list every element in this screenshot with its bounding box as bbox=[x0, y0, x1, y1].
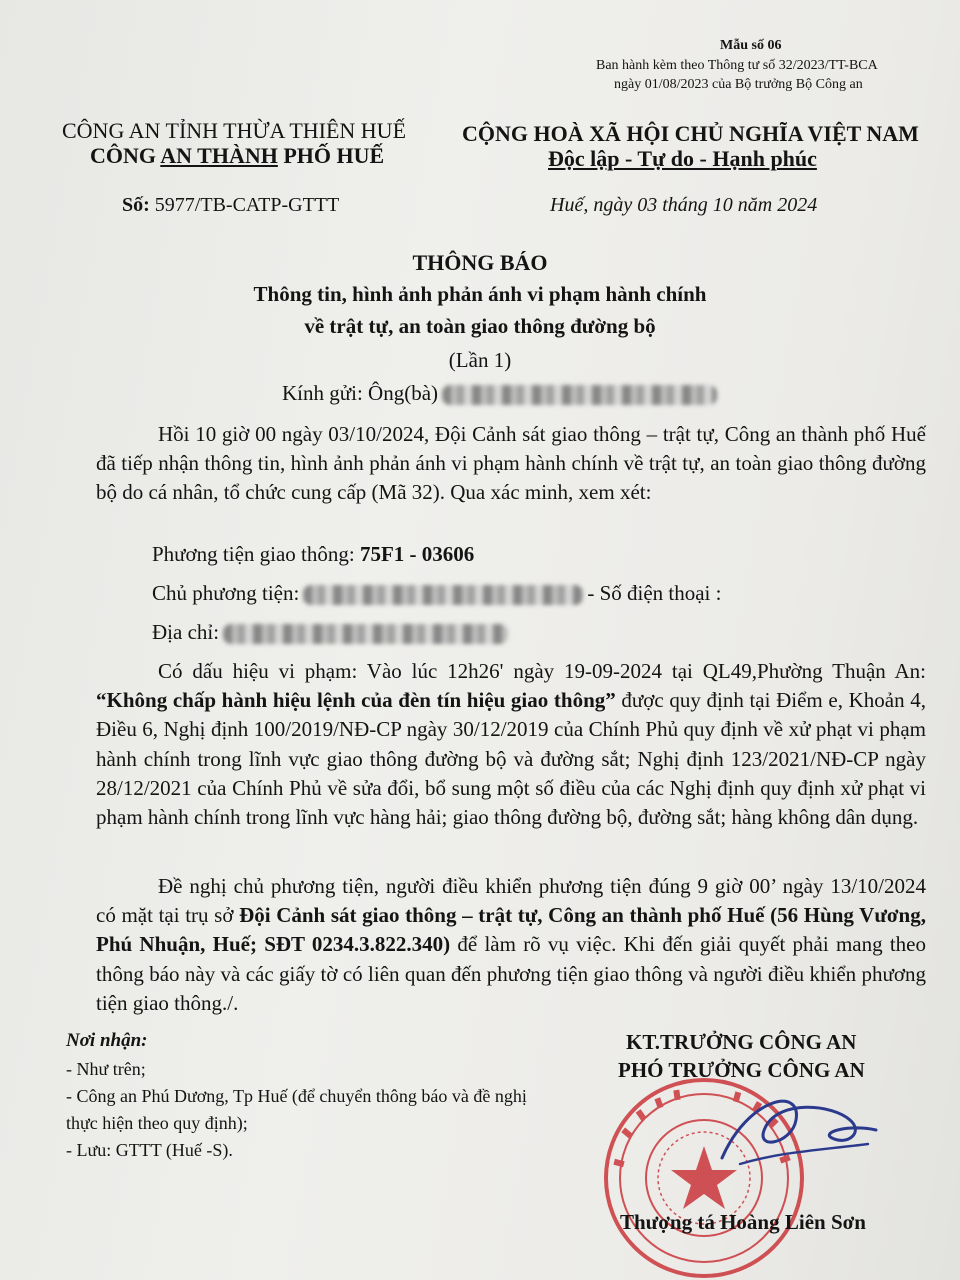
document-subtitle-1: Thông tin, hình ảnh phản ánh vi phạm hành chính bbox=[253, 282, 707, 306]
agency-line1: CÔNG AN TỈNH THỪA THIÊN HUẾ bbox=[62, 118, 407, 143]
doc-no-value: 5977/TB-CATP-GTTT bbox=[149, 194, 340, 216]
handwritten-signature bbox=[700, 1080, 890, 1190]
document-number bbox=[122, 194, 339, 217]
vehicle-plate: 75F1 - 03606 bbox=[359, 542, 475, 566]
redacted-owner-name bbox=[303, 585, 583, 605]
notice-times: (Lần 1) bbox=[448, 348, 512, 372]
receivers-list bbox=[66, 1056, 536, 1164]
signer-name: Thượng tá Hoàng Liên Sơn bbox=[620, 1210, 866, 1234]
paragraph-violation bbox=[96, 657, 926, 832]
place-date: Huế, ngày 03 tháng 10 năm 2024 bbox=[550, 194, 818, 216]
vehicle-line bbox=[152, 542, 474, 567]
nation-line1: CỘNG HOÀ XÃ HỘI CHỦ NGHĨA VIỆT NAM bbox=[462, 121, 919, 146]
paragraph-violation-text bbox=[96, 657, 926, 832]
agency-line2-a: CÔNG bbox=[90, 143, 161, 168]
form-issued-line2: ngày 01/08/2023 của Bộ trưởng Bộ Công an bbox=[614, 77, 863, 92]
request-office: Đội Cảnh sát giao thông – trật tự, Công an thành phố Huế (56 Hùng Vương, Phú Nhuận, Huế; SĐT 0234.3.822.340) bbox=[96, 903, 926, 957]
violation-text-a: Có dấu hiệu vi phạm: Vào lúc 12h26' ngày 19-09-2024 tại QL49,Phường Thuận An: bbox=[158, 659, 926, 683]
recipient-label: Kính gửi: Ông(bà) bbox=[282, 381, 439, 405]
agency-line2-b: AN THÀNH bbox=[160, 143, 278, 168]
agency-line2-c: PHỐ HUẾ bbox=[277, 143, 385, 168]
address-label: Địa chỉ: bbox=[152, 620, 220, 644]
form-number: Mẫu số 06 bbox=[720, 38, 782, 53]
phone-label: - Số điện thoại : bbox=[587, 581, 722, 605]
nation-motto: Độc lập - Tự do - Hạnh phúc bbox=[548, 146, 817, 171]
violation-text-c: được quy định tại Điểm e, Khoản 4, Điều 6, Nghị định 100/2019/NĐ-CP ngày 30/12/2019 của Chính Phủ quy định về xử phạt vi phạm hành chính trong lĩnh vực giao thông đường bộ và đường sắt; Nghị định 123/2021/NĐ-CP ngày 28/12/2021 của Chính Phủ về sửa đổi, bổ sung một số điều của các Nghị định quy định xử phạt vi phạm hành chính trong lĩnh vực hàng hải; giao thông đường bộ, đường sắt; hàng không dân dụng. bbox=[96, 688, 926, 830]
request-text-a: Đề nghị chủ phương tiện, người điều khiển phương tiện đúng 9 giờ 00’ ngày 13/10/2024 có mặt tại trụ sở bbox=[96, 874, 926, 928]
paragraph-request bbox=[96, 872, 926, 1018]
receiver-item: - Như trên; bbox=[66, 1059, 146, 1079]
document-title: THÔNG BÁO bbox=[412, 250, 548, 275]
address-line bbox=[152, 620, 512, 645]
receivers-heading: Nơi nhận: bbox=[66, 1030, 148, 1051]
request-text-c: để làm rõ vụ việc. Khi đến giải quyết phải mang theo thông báo này và các giấy tờ có liên quan đến phương tiện giao thông và người điều khiển phương tiện giao thông./. bbox=[96, 932, 927, 1015]
redacted-recipient-name bbox=[442, 385, 717, 405]
owner-line bbox=[152, 581, 721, 606]
violation-description: “Không chấp hành hiệu lệnh của đèn tín hiệu giao thông” bbox=[96, 688, 616, 713]
paragraph-intro-text: Hồi 10 giờ 00 ngày 03/10/2024, Đội Cảnh sát giao thông – trật tự, Công an thành phố Huế đã tiếp nhận thông tin, hình ảnh phản ánh vi phạm hành chính về trật tự, an toàn giao thông đường bộ do cá nhân, tổ chức cung cấp (Mã 32). Qua xác minh, xem xét: bbox=[96, 422, 926, 505]
receiver-item: - Công an Phú Dương, Tp Huế (để chuyển thông báo và đề nghị thực hiện theo quy định); bbox=[66, 1086, 527, 1133]
agency-line2 bbox=[90, 143, 384, 169]
recipient-line bbox=[282, 381, 721, 406]
paragraph-request-text bbox=[96, 872, 926, 1018]
signature-title-1: KT.TRƯỞNG CÔNG AN bbox=[626, 1030, 857, 1054]
form-issued-line1: Ban hành kèm theo Thông tư số 32/2023/TT-BCA bbox=[596, 58, 878, 73]
document-subtitle-2: về trật tự, an toàn giao thông đường bộ bbox=[304, 314, 656, 338]
signature-title-2: PHÓ TRƯỞNG CÔNG AN bbox=[618, 1058, 865, 1082]
vehicle-label: Phương tiện giao thông: bbox=[152, 542, 360, 566]
receiver-item: - Lưu: GTTT (Huế -S). bbox=[66, 1140, 233, 1160]
doc-no-label: Số: bbox=[122, 194, 150, 216]
owner-label: Chủ phương tiện: bbox=[152, 581, 300, 605]
paragraph-intro bbox=[96, 420, 926, 508]
redacted-address bbox=[223, 624, 508, 644]
